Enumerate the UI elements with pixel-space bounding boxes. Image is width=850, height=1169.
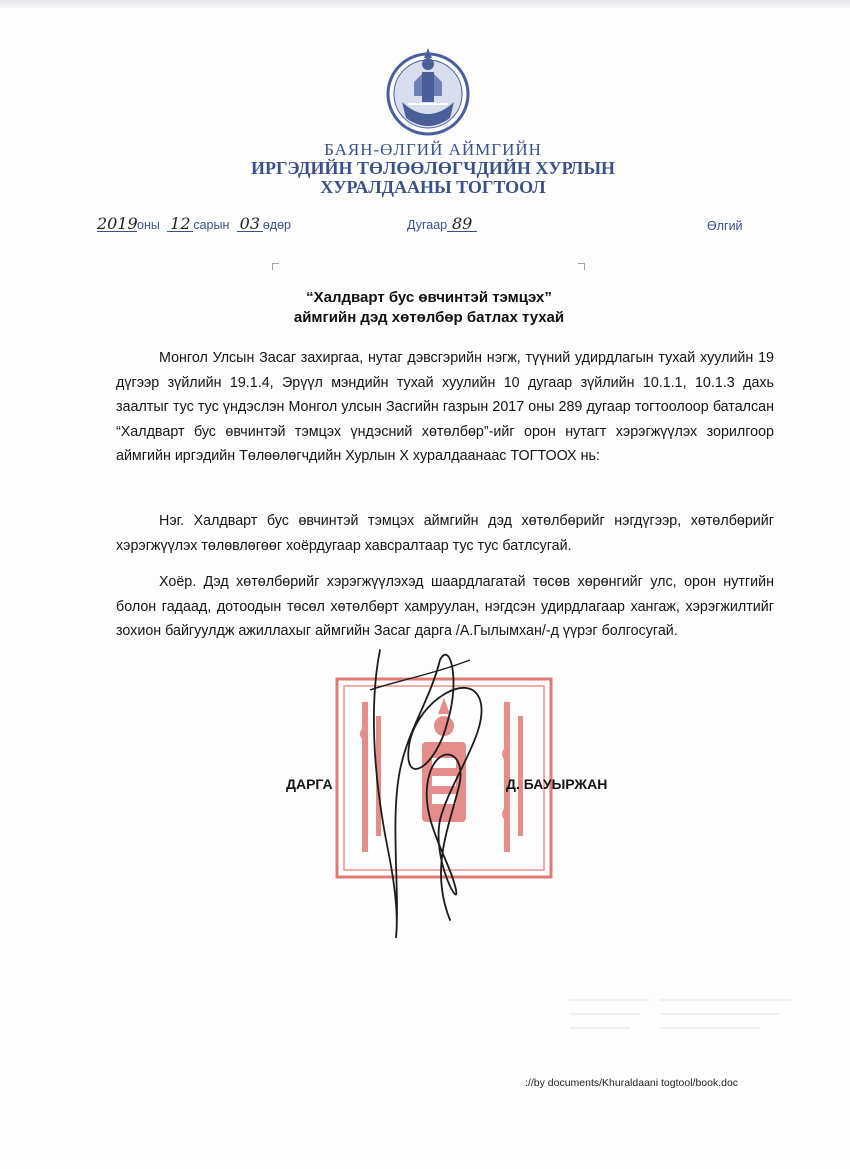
header-line-hural: ИРГЭДИЙН ТӨЛӨӨЛӨГЧДИЙН ХУРЛЫН	[250, 158, 615, 178]
body-paragraph-1	[116, 346, 774, 469]
bleed-through-mark	[560, 960, 800, 1040]
date-month: 12	[167, 216, 193, 232]
scan-edge	[0, 0, 850, 8]
resolution-number: 89	[447, 216, 477, 232]
signatory-name: Д. БАУЫРЖАН	[506, 776, 608, 792]
header-line-aimag: БАЯН-ӨЛГИЙ АЙМГИЙН	[324, 140, 542, 159]
file-path-footer: ://by documents/Khuraldaani togtool/book.doc	[525, 1077, 739, 1089]
place-name: Өлгий	[707, 219, 743, 233]
title-bracket-right	[578, 263, 585, 270]
number-label: Дугаар	[407, 218, 448, 232]
date-day-suffix: өдөр	[262, 218, 292, 232]
date-month-suffix: сарын	[193, 218, 230, 232]
document-title-line2: аймгийн дэд хөтөлбөр батлах тухай	[293, 309, 565, 326]
date-line	[97, 216, 291, 232]
document-title-line1: “Халдварт бус өвчинтэй тэмцэх”	[306, 289, 552, 306]
date-year-suffix: оны	[137, 218, 160, 232]
title-bracket-left	[272, 263, 279, 270]
body-paragraph-1-text: Монгол Улсын Засаг захиргаа, нутаг дэвсгэрийн нэгж, түүний удирдлагын тухай хуулийн 19 дүгээр зүйлийн 19.1.4, Эрүүл мэндийн тухай хуулийн 10 дугаар зүйлийн 10.1.1, 10.1.3 дахь заалтыг тус тус үндэслэн Монгол улсын Засгийн газрын 2017 оны 289 дугаар тогтоолоор баталсан “Халдварт бус өвчинтэй тэмцэх үндэсний хөтөлбөр”-ийг орон нутагт хэрэгжүүлэх зорилгоор аймгийн иргэдийн Төлөөлөгчдийн Хурлын Х хуралдаанаас ТОГТООХ нь:	[116, 350, 774, 464]
handwritten-signature-icon	[340, 620, 510, 950]
body-paragraph-3-text: Хоёр. Дэд хөтөлбөрийг хэрэгжүүлэхэд шаардлагатай төсөв хөрөнгийг улс, орон нутгийн болон гадаад, дотоодын төсөл хөтөлбөрт хамруулан, нэгдсэн удирдлагаар хангаж, хэрэгжилтийг зохион байгуулдж ажиллахыг аймгийн Засаг дарга /А.Гылымхан/-д үүрэг болгосугай.	[116, 574, 774, 639]
body-paragraph-2-text: Нэг. Халдварт бус өвчинтэй тэмцэх аймгийн дэд хөтөлбөрийг нэгдүгээр, хөтөлбөрийг хэрэгжүүлэх төлөвлөгөөг хоёрдугаар хавсралтаар тус тус батлсугай.	[116, 513, 774, 554]
state-emblem-icon	[384, 42, 472, 140]
signatory-title: ДАРГА	[286, 776, 333, 792]
body-paragraph-2	[116, 509, 774, 558]
header-line-resolution: ХУРАЛДААНЫ ТОГТООЛ	[320, 177, 546, 197]
number-line	[407, 216, 477, 232]
date-year: 2019	[97, 214, 138, 233]
date-day: 03	[237, 216, 263, 232]
